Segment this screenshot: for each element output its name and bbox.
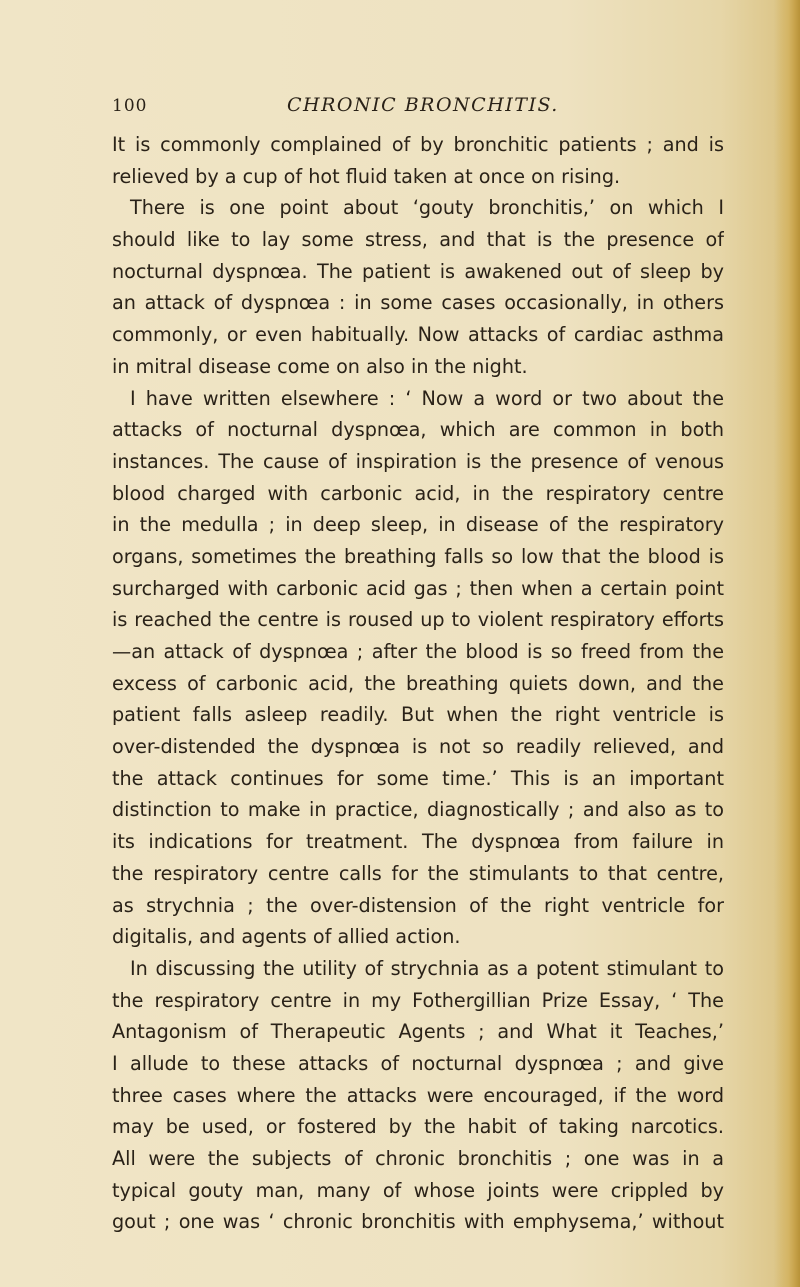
text-line: In discussing the utility of strychnia as a potent stimulant to (130, 956, 724, 980)
text-line: nocturnal dyspnœa. The patient is awakened out of sleep by (112, 259, 724, 283)
text-line: organs, sometimes the breathing falls so low that the blood is (112, 544, 724, 568)
text-line: may be used, or fostered by the habit of taking narcotics. (112, 1115, 724, 1139)
text-line: —an attack of dyspnœa ; after the blood is so freed from the (112, 640, 724, 663)
page-header (112, 96, 722, 126)
text-line: All were the subjects of chronic bronchitis ; one was in a (112, 1147, 724, 1170)
text-line: its indications for treatment. The dyspnœa from failure in (112, 830, 724, 854)
text-line: distinction to make in practice, diagnostically ; and also as to (112, 798, 724, 822)
text-line: is reached the centre is roused up to violent respiratory efforts (112, 608, 724, 632)
text-line: an attack of dyspnœa : in some cases occasionally, in others (112, 291, 724, 315)
text-line: relieved by a cup of hot fluid taken at once on rising. (112, 164, 621, 188)
body-text (112, 129, 724, 1238)
page-edge-shadow (774, 0, 800, 1287)
text-line: the attack continues for some time.’ This is an important (112, 766, 724, 790)
text-line: as strychnia ; the over-distension of the right ventricle for (112, 893, 724, 917)
text-line: should like to lay some stress, and that is the presence of (112, 228, 724, 252)
text-line: digitalis, and agents of allied action. (112, 925, 461, 949)
text-line: patient falls asleep readily. But when the right ventricle is (112, 703, 724, 727)
text-line: Antagonism of Therapeutic Agents ; and What it Teaches,’ (112, 1020, 724, 1044)
text-line: attacks of nocturnal dyspnœa, which are common in both (112, 418, 724, 442)
text-line: commonly, or even habitually. Now attacks of cardiac asthma (112, 323, 724, 347)
text-line: It is commonly complained of by bronchitic patients ; and is (112, 133, 724, 156)
text-line: in mitral disease come on also in the night. (112, 354, 528, 378)
text-line: I have written elsewhere : ‘ Now a word or two about the (130, 386, 724, 410)
text-line: gout ; one was ‘ chronic bronchitis with emphysema,’ without (112, 1210, 724, 1234)
text-line: three cases where the attacks were encouraged, if the word (112, 1083, 724, 1107)
text-line: the respiratory centre calls for the stimulants to that centre, (112, 861, 724, 885)
text-line: There is one point about ‘gouty bronchitis,’ on which I (130, 196, 724, 220)
text-line: excess of carbonic acid, the breathing quiets down, and the (112, 671, 724, 695)
text-line: surcharged with carbonic acid gas ; then when a certain point (112, 576, 724, 600)
text-line: over-distended the dyspnœa is not so readily relieved, and (112, 735, 724, 759)
running-head: CHRONIC BRONCHITIS. (287, 94, 559, 116)
text-line: in the medulla ; in deep sleep, in disease of the respiratory (112, 513, 724, 537)
page-number: 100 (112, 96, 148, 116)
text-line: the respiratory centre in my Fothergillian Prize Essay, ‘ The (112, 988, 724, 1012)
text-line: instances. The cause of inspiration is the presence of venous (112, 449, 724, 473)
text-line: I allude to these attacks of nocturnal dyspnœa ; and give (112, 1051, 724, 1075)
text-line: blood charged with carbonic acid, in the respiratory centre (112, 481, 724, 505)
text-line: typical gouty man, many of whose joints were crippled by (112, 1178, 724, 1202)
